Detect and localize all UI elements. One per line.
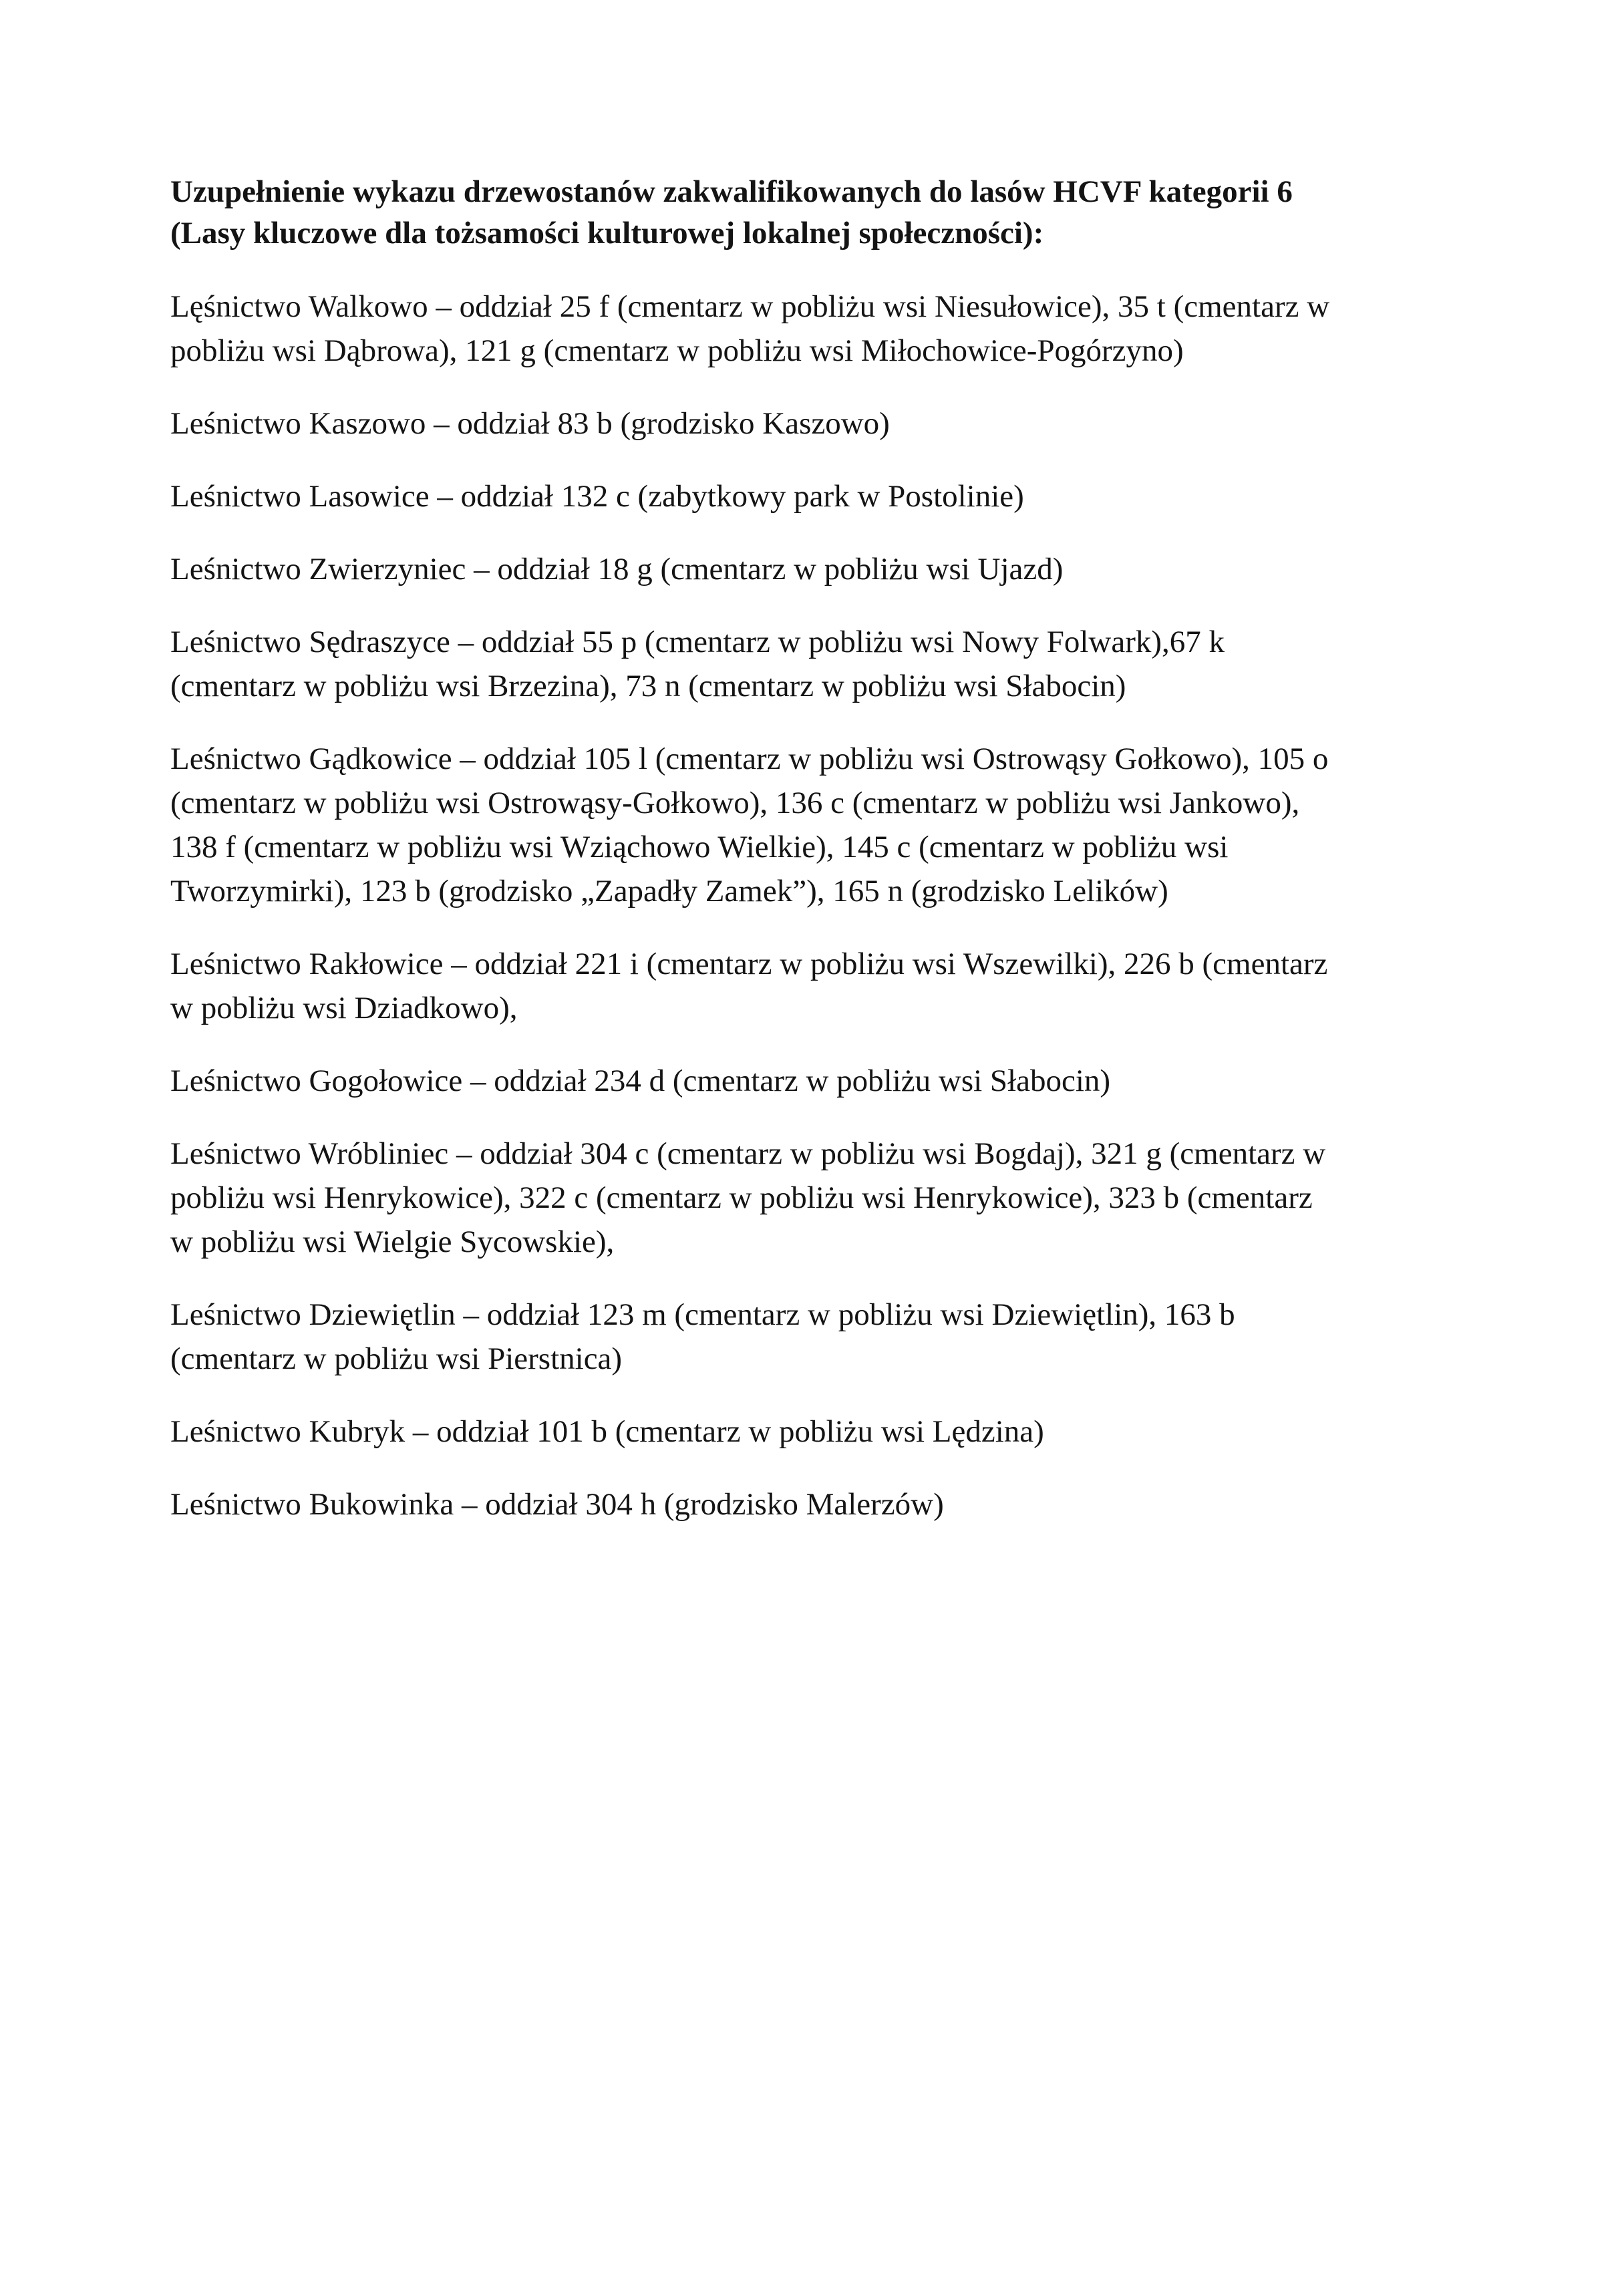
paragraph-line: Leśnictwo Zwierzyniec – oddział 18 g (cmentarz w pobliżu wsi Ujazd) [170,552,1064,587]
paragraph-line: pobliżu wsi Henrykowice), 322 c (cmentarz w pobliżu wsi Henrykowice), 323 b (cmentarz [170,1180,1313,1215]
forestry-paragraph [170,1410,1440,1454]
paragraph-line: Leśnictwo Gądkowice – oddział 105 l (cmentarz w pobliżu wsi Ostrowąsy Gołkowo), 105 o [170,742,1329,776]
paragraph-line: Leśnictwo Bukowinka – oddział 304 h (grodzisko Malerzów) [170,1487,944,1522]
paragraph-line: w pobliżu wsi Wielgie Sycowskie), [170,1224,615,1259]
paragraph-line: Lęśnictwo Walkowo – oddział 25 f (cmentarz w pobliżu wsi Niesułowice), 35 t (cmentarz w [170,289,1330,324]
document-title [170,171,1440,254]
forestry-paragraph [170,1059,1440,1103]
paragraph-line: Tworzymirki), 123 b (grodzisko „Zapadły Zamek”), 165 n (grodzisko Lelików) [170,874,1168,909]
forestry-paragraph [170,547,1440,591]
paragraph-line: w pobliżu wsi Dziadkowo), [170,991,518,1025]
paragraph-line: Leśnictwo Kubryk – oddział 101 b (cmentarz w pobliżu wsi Lędzina) [170,1414,1044,1449]
paragraph-line: (cmentarz w pobliżu wsi Ostrowąsy-Gołkowo), 136 c (cmentarz w pobliżu wsi Jankowo), [170,786,1300,820]
forestry-list [170,285,1440,1526]
paragraph-line: Leśnictwo Wróbliniec – oddział 304 c (cmentarz w pobliżu wsi Bogdaj), 321 g (cmentarz w [170,1136,1326,1171]
document-page [170,171,1440,1555]
paragraph-line: pobliżu wsi Dąbrowa), 121 g (cmentarz w pobliżu wsi Miłochowice-Pogórzyno) [170,333,1184,368]
paragraph-line: (cmentarz w pobliżu wsi Pierstnica) [170,1341,623,1376]
paragraph-line: 138 f (cmentarz w pobliżu wsi Wziąchowo Wielkie), 145 c (cmentarz w pobliżu wsi [170,830,1229,864]
forestry-paragraph [170,620,1440,708]
forestry-paragraph [170,1293,1440,1381]
paragraph-line: Leśnictwo Rakłowice – oddział 221 i (cmentarz w pobliżu wsi Wszewilki), 226 b (cmentarz [170,947,1328,981]
forestry-paragraph [170,1132,1440,1264]
paragraph-line: (cmentarz w pobliżu wsi Brzezina), 73 n (cmentarz w pobliżu wsi Słabocin) [170,669,1126,703]
title-line-2: (Lasy kluczowe dla tożsamości kulturowej lokalnej społeczności): [170,216,1044,251]
forestry-paragraph [170,737,1440,913]
forestry-paragraph [170,401,1440,446]
paragraph-line: Leśnictwo Sędraszyce – oddział 55 p (cmentarz w pobliżu wsi Nowy Folwark),67 k [170,625,1225,659]
paragraph-line: Leśnictwo Gogołowice – oddział 234 d (cmentarz w pobliżu wsi Słabocin) [170,1063,1111,1098]
forestry-paragraph [170,942,1440,1030]
paragraph-line: Leśnictwo Lasowice – oddział 132 c (zabytkowy park w Postolinie) [170,479,1024,514]
paragraph-line: Leśnictwo Kaszowo – oddział 83 b (grodzisko Kaszowo) [170,406,890,441]
paragraph-line: Leśnictwo Dziewiętlin – oddział 123 m (cmentarz w pobliżu wsi Dziewiętlin), 163 b [170,1297,1235,1332]
title-line-1: Uzupełnienie wykazu drzewostanów zakwalifikowanych do lasów HCVF kategorii 6 [170,174,1293,209]
forestry-paragraph [170,1482,1440,1526]
forestry-paragraph [170,285,1440,373]
forestry-paragraph [170,474,1440,518]
